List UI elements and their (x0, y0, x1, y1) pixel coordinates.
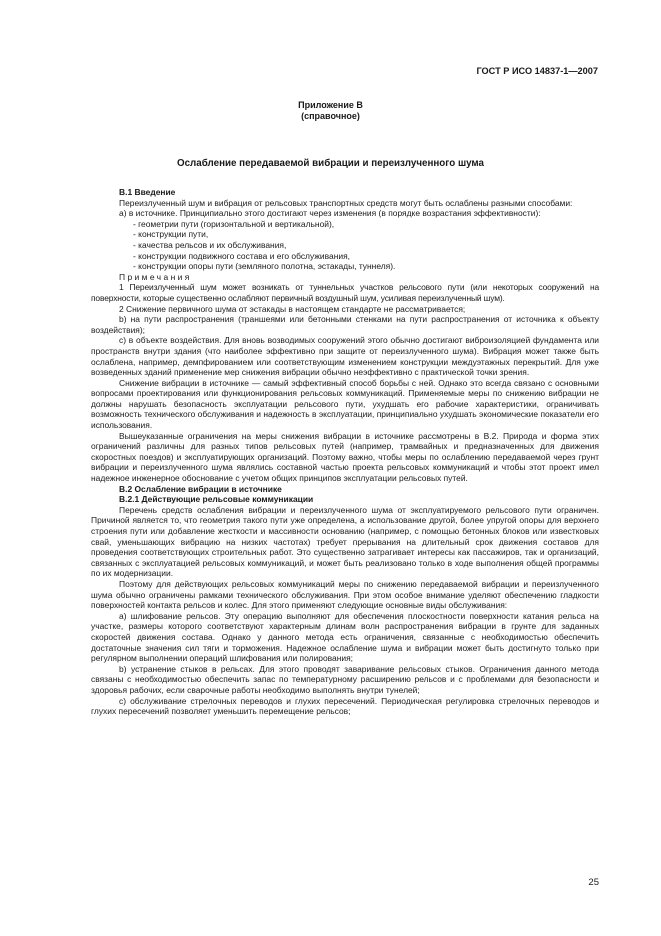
list-item: а) в источнике. Принципиально этого достигают через изменения (в порядке возрастания эффективности): (119, 208, 541, 219)
list-item: b) устранение стыков в рельсах. Для этого проводят заваривание рельсовых стыков. Ограничения данного метода связаны с необходимостью обеспечить запас по температурному расширению рельсов и с проблемами для безопасности и здоровья рабочих, если сварочные работы необходимо выполнять внутри тунелей; (91, 663, 599, 695)
dash-item: - конструкции подвижного состава и его обслуживания, (133, 250, 351, 261)
document-id-header: ГОСТ Р ИСО 14837-1—2007 (476, 66, 598, 76)
paragraph: Снижение вибрации в источнике — самый эффективный способ борьбы с ней. Однако это всегда связано с основными вопросами проектирования или функционирования рельсовых коммуникаций. Применяемые меры по снижению вибрации не должны нарушать безопасность эксплуатации рельсового пути, ухудшать его рабочие характеристики, ограничивать возможность технического обслуживания и надежность в эксплуатации, принципиально ухудшать экономические показатели его использования. (91, 377, 599, 431)
section-heading-b1: В.1 Введение (119, 187, 176, 197)
dash-item: - геометрии пути (горизонтальной и вертикальной), (133, 218, 335, 229)
annex-subtitle: (справочное) (301, 111, 360, 121)
section-heading-b2: В.2 Ослабление вибрации в источнике (119, 483, 282, 494)
list-item: а) шлифование рельсов. Эту операцию выполняют для обеспечения плоскостности поверхности катания рельса на участке, размеры которого соответствуют характерным длинам волн распространения вибрации в грунте для заданных скоростей движения состава. Однако у данного метода есть ограничения, связанные с необходимостью обеспечить достаточные значения сил тяги и торможения. Надежное ослабление шума и вибрации может быть достигнуто только при регулярном выполнении операций шлифования или полирования; (91, 610, 599, 664)
page-number: 25 (588, 877, 599, 888)
note-item: 1 Переизлученный шум может возникать от туннельных участков рельсового пути (или некоторых сооружений на поверхности, которые существенно ослабляют первичный воздушный шум, усиливая переизлученный шум). (91, 282, 599, 303)
paragraph: Вышеуказанные ограничения на меры снижения вибрации в источнике рассмотрены в В.2. Природа и форма этих ограничений различны для разных типов рельсовых путей (например, трамвайных и предназначенных для движения скоростных поездов) и эксплуатирующих организаций. Поэтому важно, чтобы меры по ослаблению передаваемой через грунт вибрации и переизлученного шума являлись составной частью проекта рельсовых коммуникаций и чтобы этот проект имел надежное инженерное обоснование с учетом общих принципов эксплуатации рельсовых путей. (91, 430, 599, 484)
annex-heading (0, 100, 661, 122)
paragraph: Поэтому для действующих рельсовых коммуникаций меры по снижению передаваемой вибрации и переизлученного шума обычно ограничены рамками технического обслуживания. При этом особое внимание уделяют обеспечению гладкости поверхностей контакта рельсов и колес. Для этого применяют следующие основные виды обслуживания: (91, 578, 599, 611)
document-body (91, 187, 599, 717)
section-main-title: Ослабление передаваемой вибрации и переизлученного шума (176, 158, 484, 169)
list-item: с) в объекте воздействия. Для вновь возводимых сооружений этого обычно достигают виброизоляцией фундамента или пространств внутри здания (что наиболее эффективно при защите от переизлученного шума). Вибрация может также быть ослаблена, например, демпфированием или соответствующим изменением конструкции междуэтажных перекрытий. Для уже возведенных зданий применение мер снижения вибрации обычно неэффективно с практической точки зрения. (91, 335, 599, 378)
list-item: b) на пути распространения (траншеями или бетонными стенками на пути распространения от источника к объекту воздействия); (91, 314, 599, 335)
subsection-heading-b21: В.2.1 Действующие рельсовые коммуникации (119, 494, 314, 505)
dash-item: - качества рельсов и их обслуживания, (133, 239, 287, 250)
annex-title: Приложение В (298, 100, 363, 110)
notes-label: Примечания (119, 271, 192, 282)
note-item: 2 Снижение первичного шума от эстакады в настоящем стандарте не рассматривается; (119, 303, 466, 314)
dash-item: - конструкции опоры пути (земляного полотна, эстакады, туннеля). (133, 261, 396, 272)
paragraph: Переизлученный шум и вибрация от рельсовых транспортных средств могут быть ослаблены разными способами: (119, 197, 573, 208)
list-item: с) обслуживание стрелочных переводов и глухих пересечений. Периодическая регулировка стрелочных переводов и глухих пересечений позволяет уменьшить перемещение рельсов; (91, 695, 599, 717)
dash-item: - конструкции пути, (133, 229, 209, 240)
paragraph: Перечень средств ослабления вибрации и переизлученного шума от эксплуатируемого рельсового пути ограничен. Причиной является то, что геометрия такого пути уже определена, а использование другой, более упругой опоры для верхнего строения пути или добавление жесткости и массивности основанию (например, с помощью бетонных блоков или известковых свай, уменьшающих вибрацию на низких частотах) требует прерывания на длительный срок движения составов для проведения соответствующих строительных работ. Это существенно затрагивает интересы как пассажиров, так и организаций, связанных с эксплуатацией рельсовых коммуникаций, и может быть реализовано только в ходе выполнения общей программы по их модернизации. (91, 504, 599, 579)
